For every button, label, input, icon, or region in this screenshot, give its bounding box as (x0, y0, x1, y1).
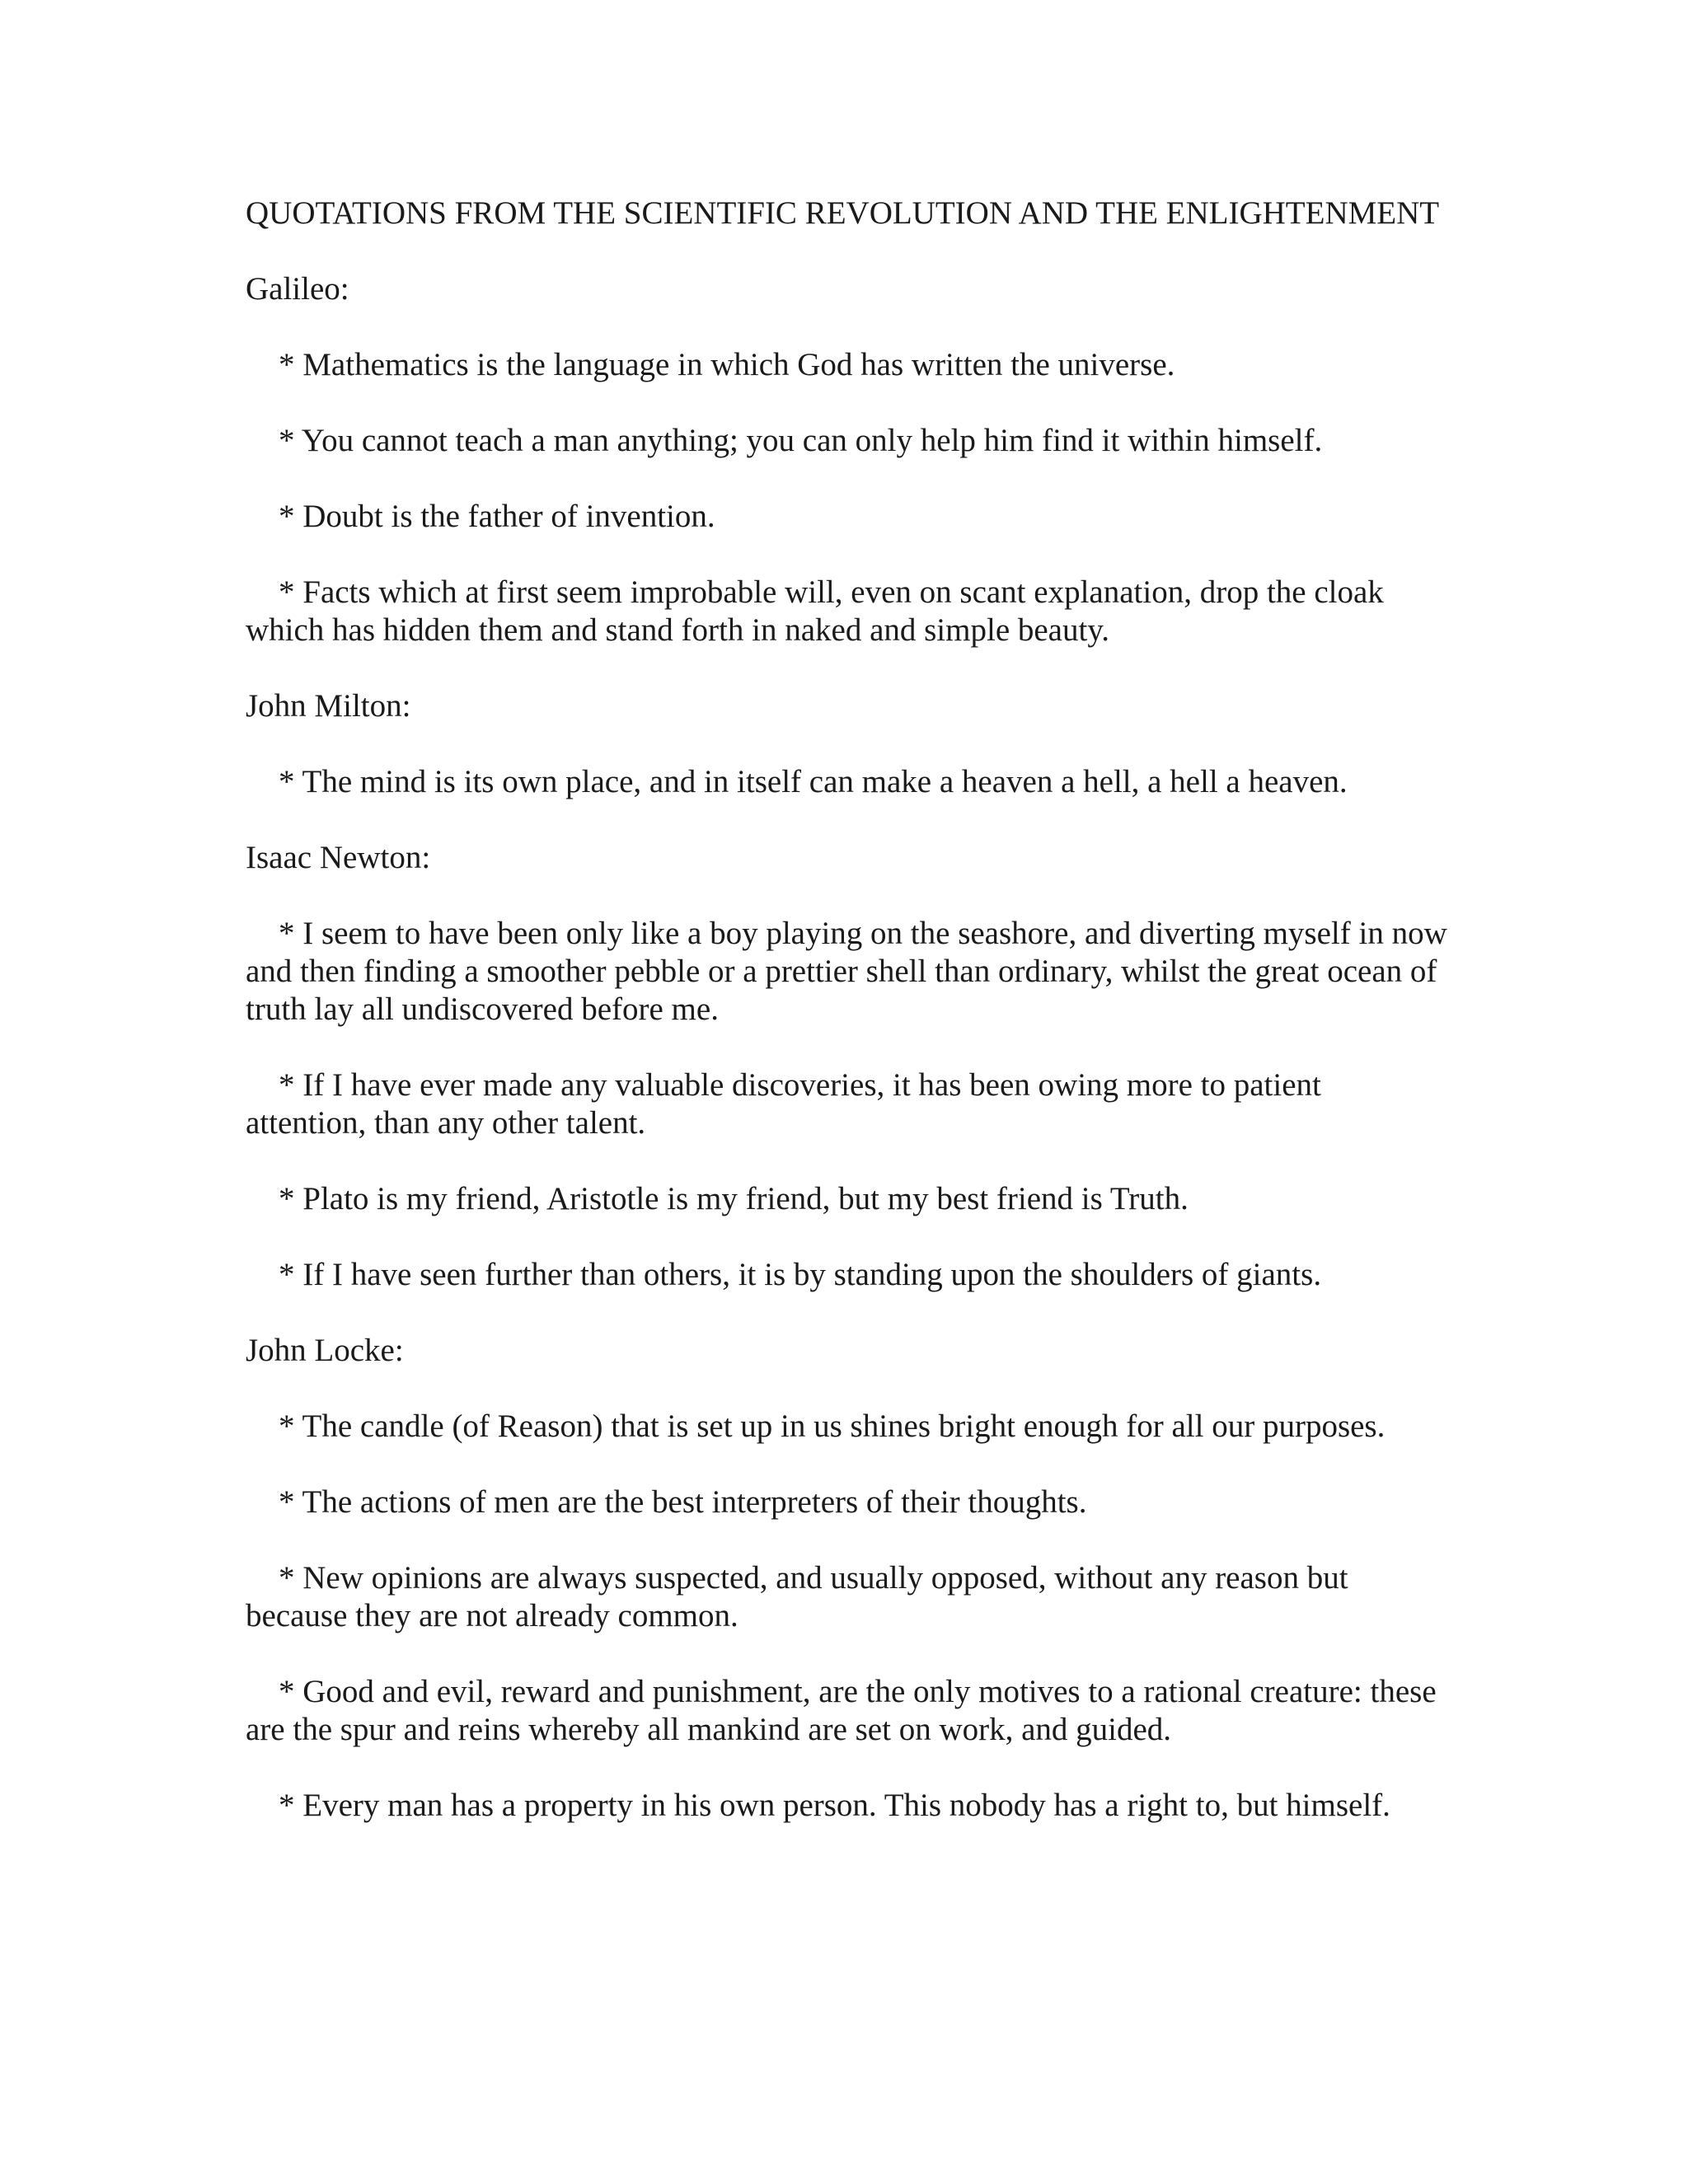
quote: * New opinions are always suspected, and usually opposed, without any reason but because they are not already common. (246, 1560, 1348, 1633)
quote: * If I have ever made any valuable discoveries, it has been owing more to patient attention, than any other talent. (246, 1067, 1321, 1141)
author-name: John Locke: (246, 1333, 404, 1368)
quote: * Good and evil, reward and punishment, are the only motives to a rational creature: these are the spur and reins whereby all mankind are set on work, and guided. (246, 1674, 1437, 1747)
section-galileo (246, 270, 1449, 649)
author-name: Isaac Newton: (246, 840, 431, 875)
section-isaac-newton (246, 839, 1449, 1294)
quote: * The mind is its own place, and in itself can make a heaven a hell, a hell a heaven. (279, 764, 1348, 799)
quote: * Every man has a property in his own person. This nobody has a right to, but himself. (279, 1788, 1390, 1823)
quote: * If I have seen further than others, it is by standing upon the shoulders of giants. (279, 1257, 1322, 1292)
quote: * Plato is my friend, Aristotle is my friend, but my best friend is Truth. (279, 1181, 1189, 1216)
section-john-locke (246, 1332, 1449, 1825)
quote: * Facts which at first seem improbable will, even on scant explanation, drop the cloak which has hidden them and stand forth in naked and simple beauty. (246, 574, 1384, 648)
quote: * I seem to have been only like a boy playing on the seashore, and diverting myself in now and then finding a smoother pebble or a prettier shell than ordinary, whilst the great ocean of truth lay all undiscovered before me. (246, 916, 1447, 1027)
section-john-milton (246, 687, 1449, 801)
document-page (246, 194, 1449, 1863)
quote: * You cannot teach a man anything; you can only help him find it within himself. (279, 423, 1323, 458)
quote: * The candle (of Reason) that is set up in us shines bright enough for all our purposes. (279, 1408, 1386, 1444)
quote: * Mathematics is the language in which God has written the universe. (279, 347, 1175, 382)
quote: * The actions of men are the best interpreters of their thoughts. (279, 1484, 1087, 1520)
author-name: Galileo: (246, 271, 349, 307)
quote: * Doubt is the father of invention. (279, 499, 715, 534)
author-name: John Milton: (246, 688, 411, 724)
document-title: QUOTATIONS FROM THE SCIENTIFIC REVOLUTION AND THE ENLIGHTENMENT (246, 195, 1440, 231)
